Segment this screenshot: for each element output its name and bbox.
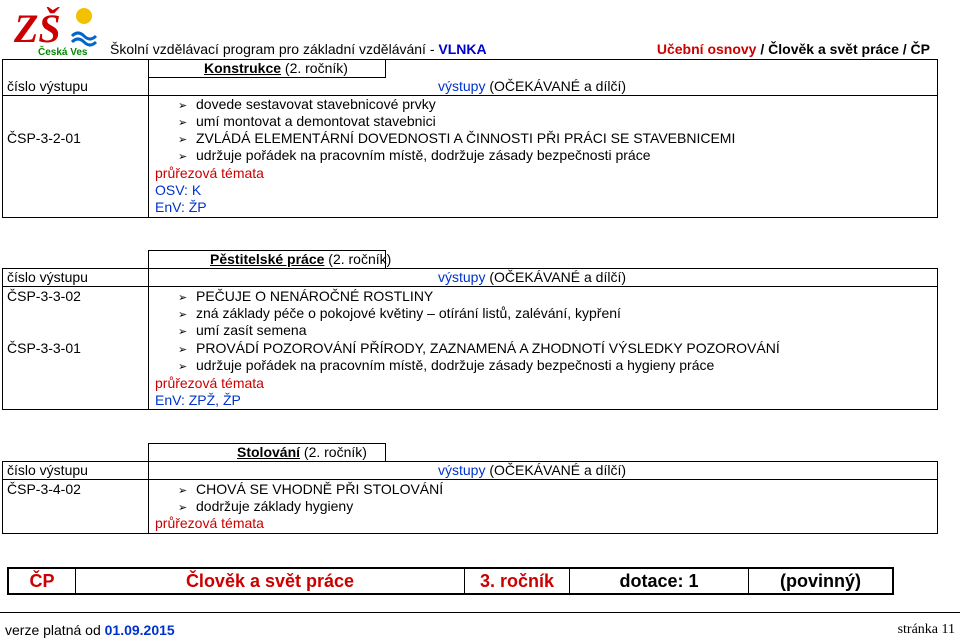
col-outputs-header: výstupy (OČEKÁVANÉ a dílčí) bbox=[438, 269, 627, 285]
page-number: stránka 11 bbox=[897, 622, 955, 637]
subject-grade: 3. ročník bbox=[479, 571, 555, 591]
list-item: ➢ umí montovat a demontovat stavebnici bbox=[178, 113, 436, 129]
list-item: ➢ zná základy péče o pokojové květiny – otírání listů, zalévání, kypření bbox=[178, 305, 621, 321]
list-item: ➢ udržuje pořádek na pracovním místě, dodržuje zásady bezpečnosti práce bbox=[178, 147, 651, 163]
cross-topics-title: průřezová témata bbox=[155, 375, 264, 391]
cross-topics-title: průřezová témata bbox=[155, 515, 264, 531]
section-konstrukce-title: Konstrukce (2. ročník) bbox=[204, 60, 348, 76]
section-stolovani-title: Stolování (2. ročník) bbox=[237, 444, 367, 460]
subject-abbr: ČP bbox=[29, 571, 55, 591]
cross-topic: EnV: ZPŽ, ŽP bbox=[155, 392, 241, 408]
list-item: ➢ PEČUJE O NENÁROČNÉ ROSTLINY bbox=[178, 288, 434, 304]
program-text: Školní vzdělávací program pro základní vzdělávání - bbox=[110, 41, 439, 57]
col-outputs-header: výstupy (OČEKÁVANÉ a dílčí) bbox=[438, 78, 627, 94]
program-accent: VLNKA bbox=[438, 41, 487, 57]
cross-topic: OSV: K bbox=[155, 182, 202, 198]
version-info: verze platná od 01.09.2015 bbox=[5, 622, 175, 638]
osnovy-path: / Člověk a svět práce / ČP bbox=[756, 41, 930, 57]
list-item: ➢ udržuje pořádek na pracovním místě, dodržuje zásady bezpečnosti a hygieny práce bbox=[178, 357, 715, 373]
subject-type: (povinný) bbox=[780, 571, 861, 591]
program-title bbox=[110, 41, 487, 57]
col-code-header: číslo výstupu bbox=[7, 462, 88, 478]
list-item: ➢ dovede sestavovat stavebnicové prvky bbox=[178, 96, 436, 112]
school-logo bbox=[10, 2, 102, 58]
output-code: ČSP-3-4-02 bbox=[7, 481, 81, 497]
logo-caption: Česká Ves bbox=[38, 47, 88, 58]
cross-topics-title: průřezová témata bbox=[155, 165, 264, 181]
list-item: ➢ PROVÁDÍ POZOROVÁNÍ PŘÍRODY, ZAZNAMENÁ A ZHODNOTÍ VÝSLEDKY POZOROVÁNÍ bbox=[178, 340, 780, 356]
list-item: ➢ CHOVÁ SE VHODNĚ PŘI STOLOVÁNÍ bbox=[178, 481, 444, 497]
list-item: ➢ dodržuje základy hygieny bbox=[178, 498, 354, 514]
subject-name: Člověk a svět práce bbox=[185, 571, 355, 591]
list-item: ➢ umí zasít semena bbox=[178, 322, 307, 338]
col-code-header: číslo výstupu bbox=[7, 269, 88, 285]
logo-letters: ZŠ bbox=[14, 6, 61, 51]
curriculum-title bbox=[657, 41, 930, 57]
subject-bar bbox=[7, 567, 894, 595]
subject-dotace: dotace: 1 bbox=[619, 571, 699, 591]
cross-topic: EnV: ŽP bbox=[155, 199, 207, 215]
output-code: ČSP-3-2-01 bbox=[7, 130, 81, 146]
section-pestitelske-table bbox=[2, 268, 938, 410]
list-item: ➢ ZVLÁDÁ ELEMENTÁRNÍ DOVEDNOSTI A ČINNOSTI PŘI PRÁCI SE STAVEBNICEMI bbox=[178, 130, 736, 146]
osnovy-label: Učební osnovy bbox=[656, 41, 757, 57]
col-code-header: číslo výstupu bbox=[7, 78, 88, 94]
section-pestitelske-title: Pěstitelské práce (2. ročník) bbox=[210, 251, 392, 267]
output-code: ČSP-3-3-02 bbox=[7, 288, 81, 304]
col-outputs-header: výstupy (OČEKÁVANÉ a dílčí) bbox=[438, 462, 627, 478]
output-code: ČSP-3-3-01 bbox=[7, 340, 81, 356]
footer-divider bbox=[0, 612, 960, 613]
